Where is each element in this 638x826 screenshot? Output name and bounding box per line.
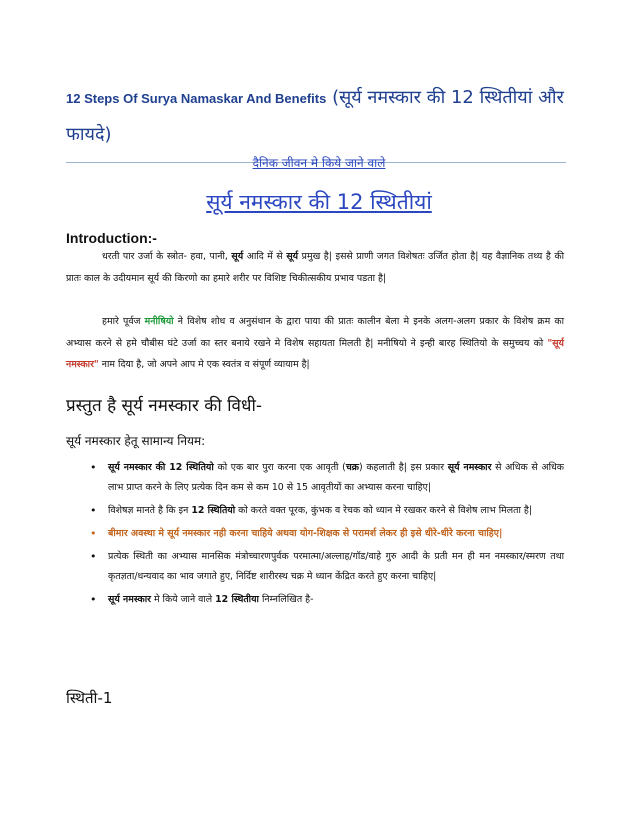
bullet-icon: • <box>90 527 97 540</box>
rules-list <box>90 458 564 613</box>
bullet-icon: • <box>90 593 97 606</box>
intro-paragraph-2 <box>66 311 564 376</box>
introduction-label: Introduction:- <box>66 230 157 246</box>
sub-heading: दैनिक जीवन मे किये जाने वाले <box>252 156 386 170</box>
text-segment: को एक बार पुरा करना एक आवृती ( <box>213 462 346 473</box>
list-item <box>90 590 564 610</box>
text-segment: को करते वक्त पूरक, कुंभक व रेचक को ध्यान मे रखकर करने से विशेष लाभ मिलता है| <box>235 505 533 516</box>
text-segment: सूर्य नमस्कार <box>447 462 492 473</box>
text-segment: 12 स्थितीया <box>215 594 259 605</box>
list-item <box>90 501 564 521</box>
text-segment: 12 स्थितियो <box>191 505 236 516</box>
list-item <box>90 458 564 498</box>
text-segment: बीमार अवस्था मे सूर्य नमस्कार नही करना चाहिये अथवा योग-शिक्षक से परामर्श लेकर ही इसे धीरे-धीरे करना चाहिए| <box>108 528 503 539</box>
main-heading: सूर्य नमस्कार की 12 स्थितीयां <box>206 190 432 214</box>
text-segment: प्रत्येक स्थिती का अभ्यास मानसिक मंत्रोच्चारणपुर्वक परमात्मा/अल्लाह/गॉड/वाहे गुरु आदी के प्रती मन ही मन नमस्कार/स्मरण तथा कृतज्ञता/धन्यवाद का भाव जगाते हुए, निर्दिष्ट शारीरस्थ चक्र मे ध्यान केंद्रित करते हुए करना चाहिए| <box>108 551 564 582</box>
text-segment: विशेषज्ञ मानते है कि इन <box>108 505 192 516</box>
text-segment: सूर्य नमस्कार <box>108 594 151 605</box>
text-segment: चक्र <box>345 462 359 473</box>
text-segment: मे किये जाने वाले <box>150 594 216 605</box>
text-segment: ने विशेष शोध व अनुसंधान के द्वारा पाया की प्रातः कालीन बेला मे इनके अलग-अलग प्रकार के विशेष क्रम का अभ्यास करने से हमे चौबीस घंटे उर्जा का स्तर बनाये रखने मे विशेष सहायता मिलती है| मनीषियो ने इन्ही बारह स्थितियो के समुच्चय को <box>66 316 564 349</box>
text-segment: आदि में से <box>243 251 287 262</box>
text-segment: निम्नलिखित है- <box>258 594 314 605</box>
highlight-text: "सूर्य नमस्कार" <box>66 337 564 370</box>
text-segment: धरती पार उर्जा के स्त्रोत- हवा, पानी, <box>102 251 232 262</box>
title-hindi: (सूर्य नमस्कार की 12 स्थितीयां और फायदे) <box>66 87 564 145</box>
intro-paragraph-1 <box>66 246 564 289</box>
text-segment: हमारे पूर्वज <box>102 316 145 327</box>
section-heading-vidhi: प्रस्तुत है सूर्य नमस्कार की विधी- <box>66 396 262 416</box>
list-item-warning <box>90 524 564 544</box>
text-segment: सूर्य <box>231 251 244 262</box>
section-heading-sthiti: स्थिती-1 <box>66 689 113 707</box>
text-segment: ) कहलाती है| इस प्रकार <box>359 462 448 473</box>
text-segment: नाम दिया है, जो अपने आप मे एक स्वतंत्र व संपूर्ण व्यायाम है| <box>98 359 310 370</box>
text-segment: से अधिक से अधिक लाभ प्राप्त करने के लिए प्रत्येक दिन कम से कम 10 से 15 आवृतीयों का अभ्यास करना चाहिए| <box>108 462 564 493</box>
bullet-icon: • <box>90 461 97 474</box>
text-segment: सूर्य <box>286 251 299 262</box>
highlight-text: मनीषियो <box>144 316 174 327</box>
list-item <box>90 547 564 587</box>
page-title <box>66 80 566 163</box>
text-segment: सूर्य नमस्कार की 12 स्थितियो <box>108 462 214 473</box>
section-heading-niyam: सूर्य नमस्कार हेतू सामान्य नियम: <box>66 434 206 448</box>
title-english: 12 Steps Of Surya Namaskar And Benefits <box>66 91 327 106</box>
text-segment: प्रमुख है| इससे प्राणी जगत विशेषतः उर्जित होता है| यह वैज्ञानिक तथ्य है की प्रातः काल के उदीयमान सूर्य की किरणो का हमारे शरीर पर विशिष्ट चिकीत्सकीय प्रभाव पडता है| <box>66 251 565 284</box>
bullet-icon: • <box>90 504 97 517</box>
bullet-icon: • <box>90 550 97 563</box>
